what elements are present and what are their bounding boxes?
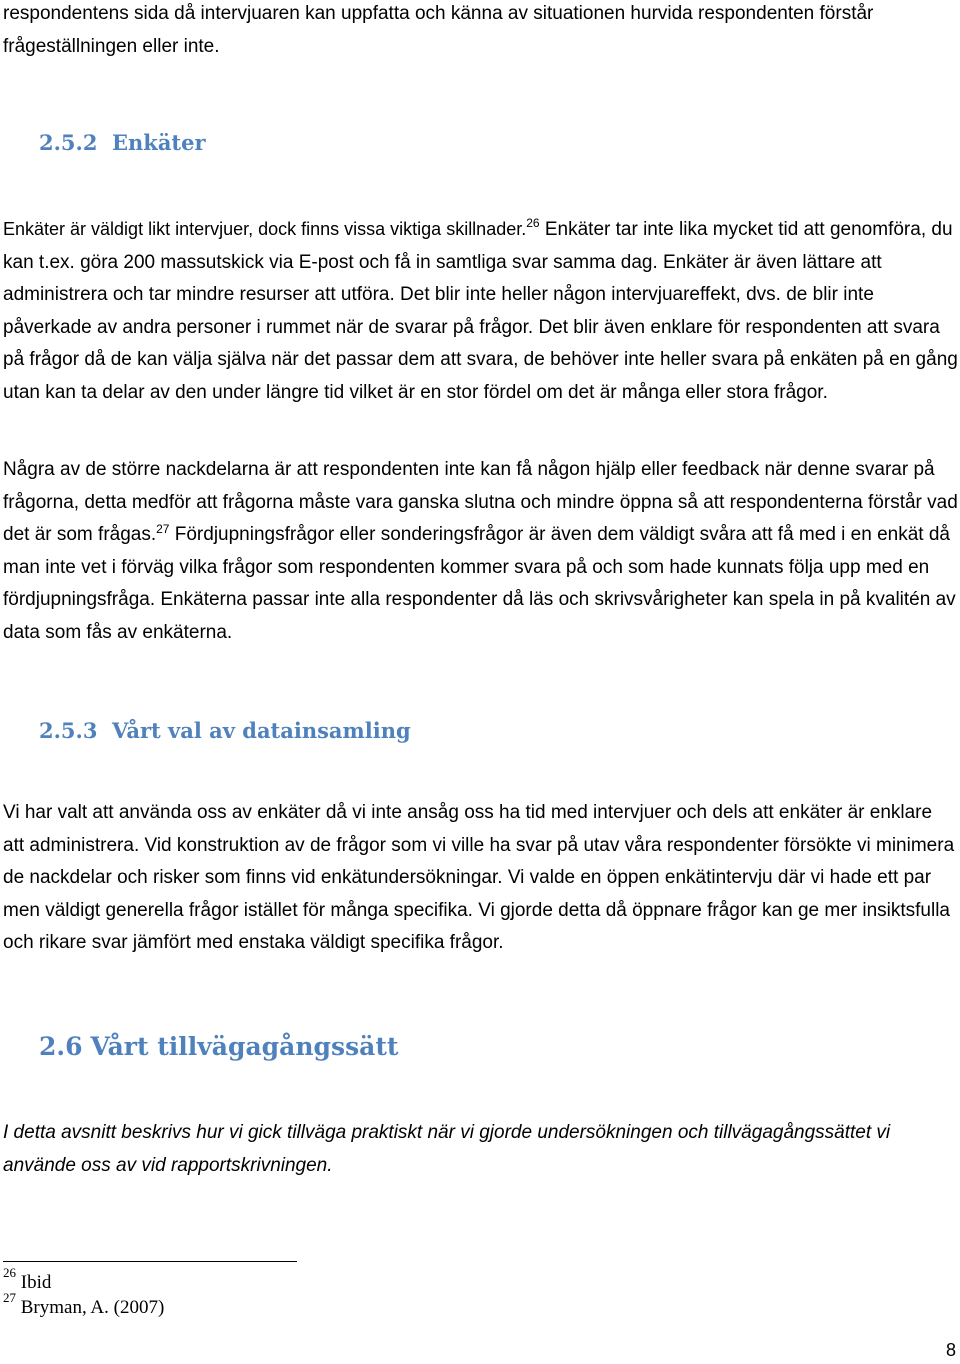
footnote-number: 26 — [3, 1265, 16, 1280]
section-number: 2.5.3 — [39, 718, 98, 743]
section-title: Enkäter — [112, 130, 206, 155]
footnote-27 — [3, 1290, 165, 1319]
footnote-ref-27: 27 — [156, 522, 170, 537]
paragraph-text: Enkäter tar inte lika mycket tid att genomföra, du kan t.ex. göra 200 massutskick via E-post och få in samtliga svar samma dag. — [3, 219, 953, 273]
paragraph-tillvagagangssatt: I detta avsnitt beskrivs hur vi gick tillväga praktiskt när vi gjorde undersökningen och tillvägagångssättet vi använde oss av vid rapportskrivningen. — [3, 1122, 891, 1176]
section-number: 2.6 — [39, 1032, 83, 1061]
page-number: 8 — [945, 1340, 956, 1360]
section-heading-2-5-2 — [39, 130, 206, 155]
section-title: Vårt tillvägagångssätt — [90, 1032, 399, 1061]
section-heading-2-6 — [39, 1032, 398, 1061]
footnote-separator — [3, 1261, 297, 1262]
footnote-ref-26: 26 — [526, 216, 540, 230]
paragraph-text: Några av de större nackdelarna är att respondenten inte kan få någon hjälp eller feedback när denne svarar på frågorna, detta medför att frågorna måste vara ganska slutna och mindre öppna så att respondenterna förstår vad det är som frågas. — [3, 459, 958, 546]
footnote-number: 27 — [3, 1290, 16, 1305]
section-number: 2.5.2 — [39, 130, 98, 155]
footnote-text: Ibid — [20, 1272, 52, 1293]
paragraph-datainsamling: Vi har valt att använda oss av enkäter då vi inte ansåg oss ha tid med intervjuer och dels att enkäter är enklare att administrera. Vid konstruktion av de frågor som vi ville ha svar på utav våra respondenter försökte vi minimera de nackdelar och risker som finns vid enkätundersökningar. Vi valde en öppen enkätintervju där vi hade ett par men väldigt generella frågor istället för många specifika. Vi gjorde detta då öppnare frågor kan ge mer insiktsfulla och rikare svar jämfört med enstaka väldigt specifika frågor. — [3, 802, 955, 954]
paragraph-text: Fördjupningsfrågor eller sonderingsfrågor är även dem väldigt svåra att få med i en enkät då man inte vet i förväg vilka frågor som respondenten kommer svara på och som hade kunnats följa upp med en fördjupningsfråga. Enkäterna passar inte alla respondenter då läs och skrivsvårigheter kan spela in på kvalitén av data som fås av enkäterna. — [3, 524, 956, 643]
footnote-text: Bryman, A. (2007) — [20, 1297, 165, 1318]
paragraph-text: Enkäter är även lättare att administrera och tar mindre resurser att utföra. Det blir inte heller någon intervjuareffekt, dvs. de blir inte påverkade av andra personer i rummet när de svarar på frågor. Det blir även enklare för respondenten att svara på frågor då de kan välja själva när det passar dem att svara, de behöver inte heller svara på enkäten på en gång utan kan ta delar av den under längre tid vilket är en stor fördel om det är många eller stora frågor. — [3, 251, 958, 403]
paragraph-text: Enkäter är väldigt likt intervjuer, dock finns vissa viktiga skillnader. — [3, 219, 527, 239]
section-heading-2-5-3 — [39, 718, 411, 743]
intro-paragraph: respondentens sida då intervjuaren kan uppfatta och känna av situationen hurvida respondenten förstår frågeställningen eller inte. — [3, 3, 874, 57]
section-title: Vårt val av datainsamling — [112, 718, 411, 743]
paragraph-enkater-1 — [3, 213, 958, 410]
paragraph-enkater-2 — [3, 454, 958, 650]
